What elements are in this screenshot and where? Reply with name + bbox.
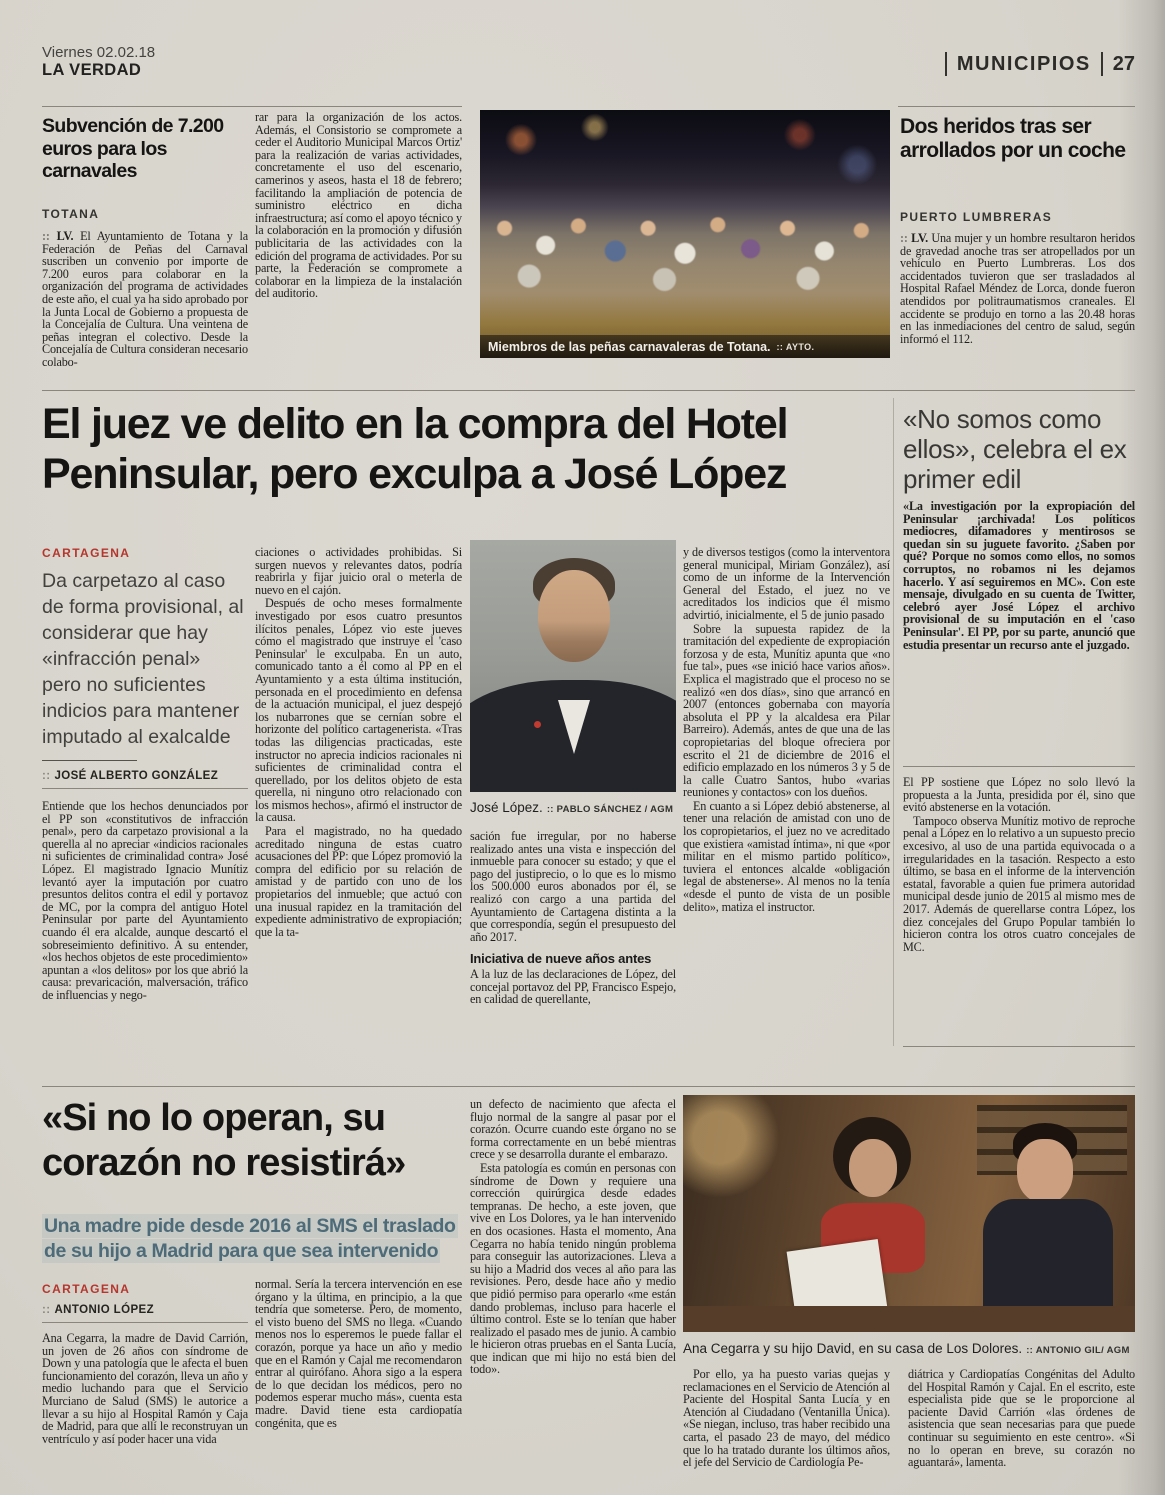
photo-credit: :: PABLO SÁNCHEZ / AGM [546,804,674,815]
photo-detail [534,721,541,728]
main-headline: El juez ve delito en la compra del Hotel Peninsular, pero exculpa a José López [42,400,788,498]
photo-credit: :: ANTONIO GIL/ AGM [1026,1345,1130,1356]
photo-detail [1017,1139,1073,1203]
body-text: A la luz de las declaraciones de López, del concejal portavoz del PP, Francisco Espejo, en calidad de querellante, [470,966,676,1007]
photo-caption: Miembros de las peñas carnavaleras de Totana. [488,339,771,354]
newspaper-date: Viernes 02.02.18 [42,44,156,61]
photo-caption-row [470,799,676,817]
kicker-totana: TOTANA [42,207,100,221]
paragraph [42,230,248,369]
body-text: y de diversos testigos (como la interventora general municipal, Miriam González), así como de un informe de la Intervención General del Estado, el juez no ve acreditados los indicios que él mismo advirtió, inicialmente, el 5 de junio pasado [683,545,890,622]
body-text: Una mujer y un hombre resultaron heridos de gravedad anoche tras ser atropellados por un vehículo en Puerto Lumbreras. Los dos accidentados tuvieron que ser trasladados al Hospital Rafael Méndez de Lorca, donde fueron atendidos por politraumatismos craneales. El accidente se produjo en torno a las 20.48 horas en las inmediaciones del centro de salud, según informó el 112. [900,231,1135,346]
byline-colon: :: [42,770,51,782]
divider [42,760,137,761]
photo-crowd-detail [480,194,890,308]
body-text: Esta patología es común en personas con síndrome de Down y requiere una corrección quirúrgica desde edades tempranas. De hecho, a este joven, que vive en Los Dolores, ya le han intervenido en dos ocasiones. Hasta el momento, Ana Cegarra no había tenido ningún problema para conseguir las autorizaciones. Lleva a su hijo a Madrid dos veces al año para las revisiones. Pero, desde hace año y medio que pidió permiso para operarlo «me están dando problemas, incluso para hacerle el último control. Este se lo tenían que haber realizado el pasado mes de junio. A cambio le hicieron otras pruebas en el Santa Lucía, que indican que mi hijo no está bien del todo». [470,1160,676,1377]
divider [893,398,894,1046]
body-column [42,230,248,372]
body-text: Por ello, ya ha puesto varias quejas y reclamaciones en el Servicio de Atención al Paciente del Hospital Santa Lucía y en Atención al Ciudadano (Ventanilla Única). «Se niegan, incluso, tras haber recibido una carta, el pasado 23 de mayo, del médico que lo ha tratado durante los últimos años, el jefe del Servicio de Cardiología Pe- [683,1367,890,1470]
divider [903,766,1135,767]
divider [903,1046,1135,1047]
body-column [255,1278,462,1494]
byline-name: JOSÉ ALBERTO GONZÁLEZ [54,770,219,782]
body-text: «La investigación por la expropiación del Peninsular ¡archivada! Los políticos mediocres, difamadores y mentirosos se quedan sin su juguete favorito. ¿Saben por qué? Porque no somos como ellos, no somos corruptos, no robamos ni les dejamos hacerlo. Y así seguiremos en MC». Con este mensaje, divulgado en su cuenta de Twitter, celebró ayer José López el archivo provisional de su imputación en el 'caso Peninsular'. El PP, por su parte, anunció que estudia presentar un recurso ante el juzgado. [903,499,1135,652]
body-text: En cuanto a si López debió abstenerse, al tener una relación de amistad con uno de los copropietarios, el juez no ve acreditado que existiera «amistad íntima», ni que «por militar en el mismo partido político», tuviera el entonces alcalde «obligación legal de abstenerse». Al menos no la tenía «desde el punto de vista de un posible delito», matiza el instructor. [683,798,890,914]
body-text: El PP sostiene que López no solo llevó la propuesta a la Junta, presidida por él, sino que evitó abstenerse en la votación. [903,775,1135,815]
body-text: sación fue irregular, por no haberse realizado antes una vista e inspección del inmueble para conocer su estado; y que el pago del justiprecio, o lo que es lo mismo los 500.000 euros abonados por él, se realizó con cargo a una partida del Ayuntamiento de Cartagena distinta a la que correspondía, según el presupuesto del año 2017. [470,829,676,944]
body-column [470,830,676,1086]
body-column [255,111,462,373]
body-column [900,232,1135,378]
photo-ana-cegarra-david [683,1095,1135,1332]
body-text: Después de ocho meses formalmente investigado por esos cuatro presuntos ilícitos penales, López vio este jueves cómo el magistrado que instruye el 'caso Peninsular' le exculpaba. En un auto, comunicado tanto a él como al PP en el Ayuntamiento y a esta última institución, personada en el procedimiento en defensa de la actuación municipal, el juez despejó los nubarrones que se cernían sobre el horizonte del político cartagenerista. «Tras todas las diligencias practicadas, este instructor no aprecia indicios racionales ni suficientes de criminalidad contra el querellado, por los delitos objeto de esta querella, ni ninguno otro relacionado con los mismos hechos», afirmó el instructor de la causa. [255,596,462,825]
body-text: diátrica y Cardiopatías Congénitas del Adulto del Hospital Ramón y Cajal. En el escrito, este especialista pide que se le proporcione al paciente David Carrión «las órdenes de asistencia que sean necesarias para que puede continuar su seguimiento en este centro». «Si no lo operan en breve, su corazón no aguantará», lamenta. [908,1367,1135,1470]
divider [42,1086,1135,1087]
standfirst: Da carpetazo al caso de forma provisional, al considerar que hay «infracción penal» pero no suficientes indicios para mantener imputado al exalcalde [42,570,244,748]
body-column [683,546,890,1086]
masthead: LA VERDAD [42,61,142,79]
photo-caption-row [683,1340,1135,1358]
divider [898,106,1135,107]
body-text: Tampoco observa Munítiz motivo de reproche penal a López en lo relativo a un supuesto precio excesivo, al uso de una partida equivocada o a irregularidades en la tasación. Respecto a esto último, se basa en el informe de la intervención estatal, favorable a quien fue primera autoridad municipal desde junio de 2015 al mismo mes de 2017. Además de querellarse contra López, los diez concejales del Grupo Popular también lo hicieron contra los otros cuatro concejales de MC. [903,813,1135,954]
body-column [42,800,248,1082]
sidebar-body-column [903,776,1135,1042]
photo-carnival-totana [480,110,890,358]
bottom-subhead-text: Una madre pide desde 2016 al SMS el traslado de su hijo a Madrid para que sea intervenido [44,1215,456,1262]
photo-jose-lopez [470,540,676,792]
body-column [255,546,462,1086]
photo-caption: Ana Cegarra y su hijo David, en su casa de Los Dolores. [683,1341,1023,1356]
body-text: El Ayuntamiento de Totana y la Federación de Peñas del Carnaval suscriben un convenio por importe de 7.200 euros para colaborar en la organización del programa de actividades de este año, el cual ya ha sido aprobado por la Junta Local de Gobierno a propuesta de la Concejalía de Cultura. Una veintena de peñas integran el colectivo. Desde la Concejalía de Cultura consideran necesario colabo- [42,229,248,369]
body-column [683,1368,890,1494]
divider [42,106,462,107]
section-divider-bar [945,52,947,76]
byline [42,770,248,789]
source-colon: :: [900,231,908,245]
section-divider-bar [1101,52,1103,76]
bottom-headline: «Si no lo operan, su corazón no resistirá» [42,1097,406,1184]
paragraph [900,232,1135,345]
body-text: Sobre la supuesta rapidez de la tramitación del expediente de expropiación forzosa y de esta, Munítiz apunta que «no fue tal», pues «se inició hace varios años». Explica el magistrado que el proceso no se realizó «en dos días», sino que arrancó en 2007 (entonces gobernaba con mayoría absoluta el PP y la alcaldesa era Pilar Barreiro). Además, antes de que una de las copropietarias del bloque ofreciera por escrito el 21 de diciembre de 2016 el edificio emplazado en los números 3 y 5 de la calle Cuatro Santos, hubo «varias reuniones y contactos» con los dueños. [683,621,890,800]
article-title-carnaval: Subvención de 7.200 euros para los carnavales [42,115,224,182]
byline-colon: :: [42,1304,51,1316]
inline-subhead: Iniciativa de nueve años antes [470,951,652,967]
photo-detail [849,1139,897,1197]
section-header [945,52,1135,76]
bottom-subhead [42,1214,474,1264]
article-title-heridos: Dos heridos tras ser arrollados por un coche [900,115,1126,162]
body-text: Entiende que los hechos denunciados por el PP son «constitutivos de infracción penal», pero da carpetazo provisional a la querella al no apreciar «indicios racionales ni suficientes de criminalidad contra» José López. El magistrado Ignacio Munítiz levantó ayer la imputación por cuatro presuntos delitos contra el edil y portavoz de MC, por la compra del antiguo Hotel Peninsular por parte del Ayuntamiento cuando él era alcalde, aunque descartó el sobreseimiento definitivo. A su entender, «los hechos objetos de este procedimiento» apuntan a «los delitos» por los que abrió la causa: prevaricación, malversación, tráfico de influencias y nego- [42,799,248,1002]
page-number: 27 [1112,52,1135,75]
source-agency: LV. [56,229,74,243]
photo-detail [538,570,610,662]
body-column [470,1098,676,1494]
photo-detail [683,1306,1135,1332]
body-text: Para el magistrado, no ha quedado acreditado ninguna de estas cuatro acusaciones del PP: que López promovió la compra del edificio por su relación de amistad y de partido con uno de los propietarios del inmueble; que actuó con una inusual rapidez en la tramitación del expediente administrativo de expropiación; que la ta- [255,824,462,939]
section-label: MUNICIPIOS [956,52,1091,75]
sidebar-title: «No somos como ellos», celebra el ex primer edil [903,404,1127,494]
kicker-puerto-lumbreras: PUERTO LUMBRERAS [900,210,1053,224]
photo-credit: :: AYTO. [776,341,815,352]
photo-caption-bar [480,335,890,358]
source-colon: :: [42,229,50,243]
kicker-cartagena: CARTAGENA [42,1282,131,1296]
kicker-cartagena: CARTAGENA [42,546,131,560]
body-text: rar para la organización de los actos. Además, el Consistorio se compromete a ceder el Auditorio Municipal Marcos Ortiz' para la realización de varias actividades, concretamente el uso del escenario, camerinos y aseos, hasta el 18 de febrero; facilitando la ampliación de potencia de suministro eléctrico en dicha infraestructura; así como el apoyo técnico y la colaboración en la promoción y difusión publicitaria de las actividades con la edición del programa de actividades. Por su parte, la Federación se compromete a colaborar en la limpieza de la instalación del auditorio. [255,110,462,301]
photo-caption: José López. [470,800,543,815]
body-text: ciaciones o actividades prohibidas. Si surgen nuevos y relevantes datos, podría reabrirla y fijar juicio oral o meterla de nuevo en el cajón. [255,545,462,597]
source-agency: LV. [911,231,928,245]
body-column [908,1368,1135,1494]
divider [42,390,1135,391]
body-text: Ana Cegarra, la madre de David Carrión, un joven de 26 años con síndrome de Down y una patología que le afecta el buen funcionamiento del corazón, lleva un año y medio luchando para que el Servicio Murciano de Salud (SMS) le autorice a llevar a su hijo al Hospital Ramón y Caja de Madrid, para que allí le reconstruyan un ventrículo y así poder hacer una vida [42,1331,248,1446]
body-text: un defecto de nacimiento que afecta el flujo normal de la sangre al pasar por el corazón. Ocurre cuando este órgano no se forma correctamente en un bebé mientras crece y se desarrolla durante el embarazo. [470,1097,676,1162]
sidebar-quote-column [903,500,1135,760]
body-column [42,1332,248,1492]
byline [42,1304,248,1323]
byline-name: ANTONIO LÓPEZ [54,1304,155,1316]
body-text: normal. Sería la tercera intervención en ese órgano y la última, en principio, a la que tendría que someterse. Pero, de momento, el visto bueno del SMS no llega. «Cuando menos nos lo esperemos le puede fallar el corazón, porque ya hace un año y medio que en el Ramón y Cajal me recomendaron entrar al quirófano. Ahora sigo a la espera de lo que decidan los médicos, pero no podemos esperar mucho más», cuenta esta madre. David tiene esta cardiopatía congénita, que es [255,1277,462,1430]
